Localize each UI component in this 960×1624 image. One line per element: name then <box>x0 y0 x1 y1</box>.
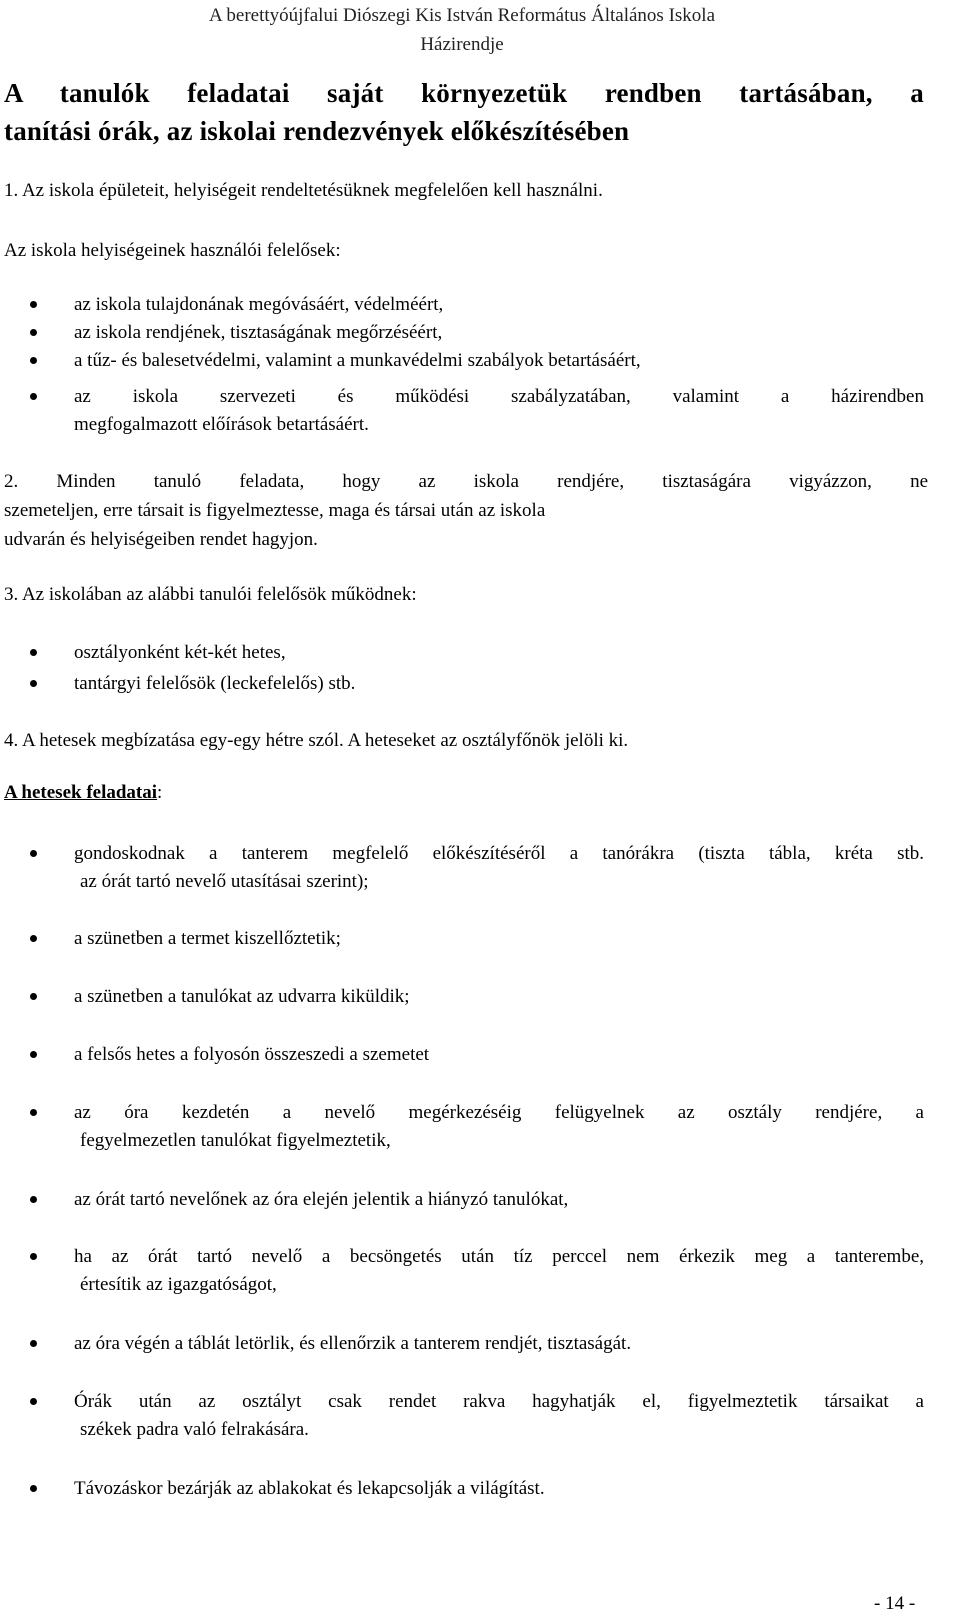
section-title-line-2: tanítási órák, az iskolai rendezvények előkészítésében <box>4 116 630 146</box>
paragraph-3: 3. Az iskolában az alábbi tanulói felelősök működnek: <box>4 584 417 605</box>
bullet-icon <box>30 1253 37 1260</box>
duties-heading-colon: : <box>157 782 163 803</box>
bullet-icon <box>30 850 37 857</box>
list-item-text-line-2: székek padra való felrakására. <box>80 1419 309 1440</box>
bullet-icon <box>30 1051 37 1058</box>
duties-heading-text: A hetesek feladatai <box>4 782 158 803</box>
bullet-icon <box>30 393 37 400</box>
bullet-icon <box>30 649 37 656</box>
list-item-text: a tűz- és balesetvédelmi, valamint a munkavédelmi szabályok betartásáért, <box>74 350 641 371</box>
bullet-icon <box>30 357 37 364</box>
bullet-icon <box>30 1109 37 1116</box>
list-item-text-line-1: ha az órát tartó nevelő a becsöngetés után tíz perccel nem érkezik meg a tanterembe, <box>74 1246 924 1267</box>
list-item <box>0 318 940 347</box>
bullet-icon <box>30 993 37 1000</box>
list-item-text-line-1: gondoskodnak a tanterem megfelelő előkészítéséről a tanórákra (tiszta tábla, kréta stb. <box>74 843 924 864</box>
bullet-icon <box>30 1398 37 1405</box>
duties-heading <box>4 778 928 807</box>
list-item-text: Távozáskor bezárják az ablakokat és lekapcsolják a világítást. <box>74 1478 545 1499</box>
list-item <box>0 924 940 953</box>
list-item <box>0 669 940 698</box>
list-item <box>0 1185 940 1214</box>
list-item <box>0 1387 940 1445</box>
paragraph-4: 4. A hetesek megbízatása egy-egy hétre szól. A heteseket az osztályfőnök jelöli ki. <box>4 730 629 751</box>
paragraph-1-responsible: Az iskola helyiségeinek használói felelősek: <box>4 240 341 261</box>
list-item-text: az órát tartó nevelőnek az óra elején jelentik a hiányzó tanulókat, <box>74 1189 569 1210</box>
bullet-icon <box>30 1340 37 1347</box>
list-item-text-line-2: értesítik az igazgatóságot, <box>80 1274 277 1295</box>
list-item <box>0 638 940 667</box>
section-title-line-1: A tanulók feladatai saját környezetük rendben tartásában, a <box>4 78 924 108</box>
list-item <box>0 1242 940 1300</box>
bullet-icon <box>30 301 37 308</box>
list-item <box>0 839 940 897</box>
list-item-text-line-1: az iskola szervezeti és működési szabályzatában, valamint a házirendben <box>74 386 924 407</box>
paragraph-2-line-2: szemeteljen, erre társait is figyelmeztesse, maga és társai után az iskola <box>4 500 546 521</box>
list-item <box>0 1040 940 1069</box>
bullet-icon <box>30 680 37 687</box>
list-item-text: tantárgyi felelősök (leckefelelős) stb. <box>74 673 356 694</box>
list-item-text: az óra végén a táblát letörlik, és ellenőrzik a tanterem rendjét, tisztaságát. <box>74 1333 632 1354</box>
list-item-text-line-2: megfogalmazott előírások betartásáért. <box>74 414 369 435</box>
list-item-text-line-2: fegyelmezetlen tanulókat figyelmeztetik, <box>80 1130 391 1151</box>
list-item-text-line-1: Órák után az osztályt csak rendet rakva hagyhatják el, figyelmeztetik társaikat a <box>74 1391 924 1412</box>
list-item-text: az iskola tulajdonának megóvásáért, védelméért, <box>74 294 444 315</box>
list-item <box>0 982 940 1011</box>
list-item <box>0 1474 940 1503</box>
list-item <box>0 290 940 319</box>
header-school-name: A berettyóújfalui Diószegi Kis István Református Általános Iskola <box>208 5 716 26</box>
bullet-icon <box>30 1196 37 1203</box>
list-item-text-line-2: az órát tartó nevelő utasításai szerint); <box>80 871 369 892</box>
bullet-icon <box>30 329 37 336</box>
paragraph-1: 1. Az iskola épületeit, helyiségeit rendeltetésüknek megfelelően kell használni. <box>4 180 603 201</box>
list-item <box>0 346 940 375</box>
list-item <box>0 382 940 440</box>
list-item-text: a felsős hetes a folyosón összeszedi a szemetet <box>74 1044 430 1065</box>
list-item <box>0 1329 940 1358</box>
page-number: - 14 - <box>874 1593 916 1614</box>
paragraph-2-line-3: udvarán és helyiségeiben rendet hagyjon. <box>4 529 318 550</box>
list-item <box>0 1098 940 1156</box>
list-item-text-line-1: az óra kezdetén a nevelő megérkezéséig felügyelnek az osztály rendjére, a <box>74 1102 924 1123</box>
bullet-icon <box>30 1485 37 1492</box>
list-item-text: az iskola rendjének, tisztaságának megőrzéséért, <box>74 322 443 343</box>
bullet-icon <box>30 935 37 942</box>
paragraph-2-line-1: 2. Minden tanuló feladata, hogy az iskola rendjére, tisztaságára vigyázzon, ne <box>4 471 928 492</box>
list-item-text: osztályonként két-két hetes, <box>74 642 286 663</box>
header-document-name: Házirendje <box>420 34 504 55</box>
list-item-text: a szünetben a termet kiszellőztetik; <box>74 928 341 949</box>
list-item-text: a szünetben a tanulókat az udvarra kiküldik; <box>74 986 410 1007</box>
